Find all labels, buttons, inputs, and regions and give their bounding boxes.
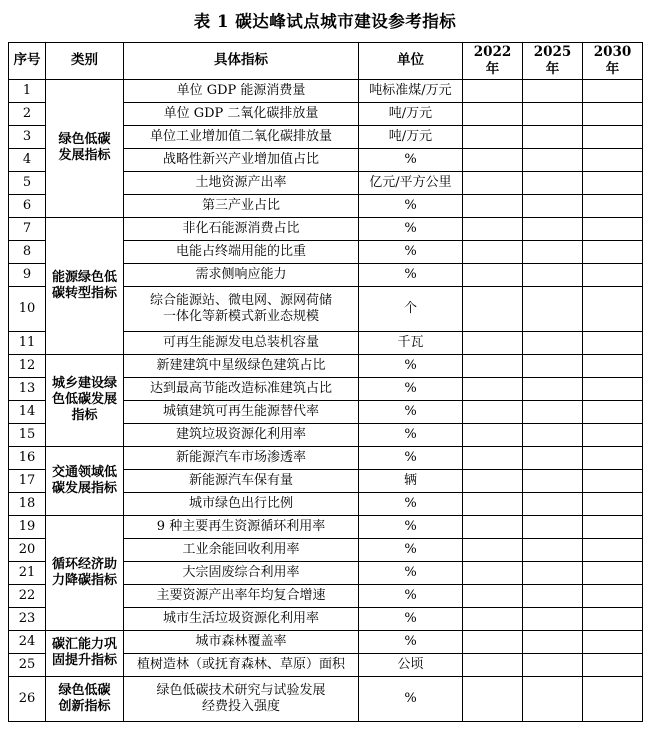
col-header-seq: 序号 [9,43,46,80]
cell-value-2030 [583,286,643,331]
table-row [9,79,643,102]
cell-indicator: 植树造林（或抚育森林、草原）面积 [124,653,359,676]
cell-unit: % [359,354,463,377]
cell-value-2030 [583,584,643,607]
cell-indicator: 绿色低碳技术研究与试验发展 经费投入强度 [124,676,359,721]
cell-unit: % [359,630,463,653]
cell-value-2022 [463,492,523,515]
col-header-indicator: 具体指标 [124,43,359,80]
cell-value-2030 [583,240,643,263]
cell-value-2025 [523,125,583,148]
cell-value-2030 [583,102,643,125]
cell-unit: % [359,194,463,217]
cell-category: 能源绿色低 碳转型指标 [46,217,124,354]
cell-unit: 吨标准煤/万元 [359,79,463,102]
cell-value-2025 [523,584,583,607]
cell-sequence: 21 [9,561,46,584]
cell-indicator: 单位 GDP 二氧化碳排放量 [124,102,359,125]
cell-sequence: 8 [9,240,46,263]
cell-unit: % [359,400,463,423]
cell-sequence: 23 [9,607,46,630]
cell-value-2022 [463,354,523,377]
cell-value-2025 [523,102,583,125]
cell-sequence: 1 [9,79,46,102]
table-row [9,354,643,377]
cell-value-2025 [523,217,583,240]
cell-value-2030 [583,354,643,377]
col-header-2030: 2030 年 [583,43,643,80]
cell-value-2030 [583,377,643,400]
cell-value-2025 [523,240,583,263]
cell-value-2022 [463,607,523,630]
cell-value-2022 [463,263,523,286]
cell-value-2022 [463,630,523,653]
page-title: 表 1 碳达峰试点城市建设参考指标 [193,12,457,31]
cell-value-2022 [463,653,523,676]
cell-indicator: 新建建筑中星级绿色建筑占比 [124,354,359,377]
cell-sequence: 5 [9,171,46,194]
cell-sequence: 14 [9,400,46,423]
cell-value-2025 [523,492,583,515]
cell-indicator: 新能源汽车市场渗透率 [124,446,359,469]
cell-category: 循环经济助 力降碳指标 [46,515,124,630]
cell-unit: % [359,263,463,286]
cell-value-2030 [583,630,643,653]
cell-value-2022 [463,217,523,240]
cell-unit: % [359,584,463,607]
cell-sequence: 3 [9,125,46,148]
cell-unit: % [359,538,463,561]
cell-value-2025 [523,538,583,561]
cell-value-2022 [463,171,523,194]
cell-value-2022 [463,240,523,263]
cell-indicator: 工业余能回收利用率 [124,538,359,561]
cell-value-2025 [523,469,583,492]
cell-value-2025 [523,194,583,217]
table-header [9,43,643,80]
cell-value-2022 [463,446,523,469]
cell-value-2025 [523,171,583,194]
cell-value-2030 [583,194,643,217]
cell-value-2030 [583,79,643,102]
cell-value-2030 [583,148,643,171]
cell-value-2030 [583,492,643,515]
cell-unit: % [359,377,463,400]
cell-value-2025 [523,377,583,400]
cell-unit: 个 [359,286,463,331]
cell-unit: % [359,240,463,263]
table-body [9,79,643,721]
cell-value-2025 [523,653,583,676]
cell-indicator: 达到最高节能改造标准建筑占比 [124,377,359,400]
cell-sequence: 9 [9,263,46,286]
cell-indicator: 综合能源站、微电网、源网荷储 一体化等新模式新业态规模 [124,286,359,331]
cell-indicator: 9 种主要再生资源循环利用率 [124,515,359,538]
cell-value-2030 [583,331,643,354]
cell-unit: % [359,515,463,538]
table-row [9,630,643,653]
cell-indicator: 需求侧响应能力 [124,263,359,286]
cell-value-2030 [583,217,643,240]
cell-unit: % [359,423,463,446]
cell-value-2025 [523,423,583,446]
cell-indicator: 新能源汽车保有量 [124,469,359,492]
cell-value-2022 [463,561,523,584]
cell-sequence: 13 [9,377,46,400]
cell-indicator: 城镇建筑可再生能源替代率 [124,400,359,423]
cell-value-2030 [583,653,643,676]
cell-unit: % [359,561,463,584]
table-row [9,676,643,721]
cell-value-2030 [583,469,643,492]
cell-value-2022 [463,377,523,400]
cell-category: 绿色低碳 发展指标 [46,79,124,217]
cell-unit: % [359,217,463,240]
cell-value-2022 [463,102,523,125]
cell-sequence: 19 [9,515,46,538]
cell-value-2022 [463,194,523,217]
cell-value-2025 [523,607,583,630]
cell-sequence: 7 [9,217,46,240]
cell-value-2022 [463,538,523,561]
cell-sequence: 11 [9,331,46,354]
col-header-2022: 2022 年 [463,43,523,80]
cell-value-2030 [583,561,643,584]
cell-value-2025 [523,263,583,286]
cell-value-2025 [523,286,583,331]
col-header-2025: 2025 年 [523,43,583,80]
cell-value-2022 [463,79,523,102]
cell-sequence: 10 [9,286,46,331]
cell-value-2022 [463,676,523,721]
carbon-peak-indicator-table [8,42,643,722]
cell-indicator: 电能占终端用能的比重 [124,240,359,263]
cell-value-2022 [463,515,523,538]
cell-value-2030 [583,400,643,423]
cell-value-2025 [523,515,583,538]
cell-sequence: 2 [9,102,46,125]
cell-sequence: 25 [9,653,46,676]
cell-value-2022 [463,125,523,148]
cell-value-2025 [523,148,583,171]
cell-unit: 亿元/平方公里 [359,171,463,194]
cell-value-2030 [583,446,643,469]
cell-value-2025 [523,331,583,354]
cell-indicator: 城市生活垃圾资源化利用率 [124,607,359,630]
cell-value-2025 [523,561,583,584]
cell-sequence: 26 [9,676,46,721]
cell-sequence: 4 [9,148,46,171]
cell-indicator: 城市绿色出行比例 [124,492,359,515]
cell-sequence: 24 [9,630,46,653]
cell-indicator: 土地资源产出率 [124,171,359,194]
cell-value-2022 [463,286,523,331]
cell-sequence: 22 [9,584,46,607]
cell-unit: % [359,676,463,721]
cell-indicator: 单位工业增加值二氧化碳排放量 [124,125,359,148]
cell-unit: % [359,148,463,171]
table-row [9,217,643,240]
cell-indicator: 第三产业占比 [124,194,359,217]
cell-category: 交通领域低 碳发展指标 [46,446,124,515]
cell-indicator: 可再生能源发电总装机容量 [124,331,359,354]
cell-value-2030 [583,171,643,194]
cell-value-2022 [463,148,523,171]
cell-sequence: 16 [9,446,46,469]
col-header-unit: 单位 [359,43,463,80]
cell-indicator: 单位 GDP 能源消费量 [124,79,359,102]
cell-sequence: 18 [9,492,46,515]
cell-category: 绿色低碳 创新指标 [46,676,124,721]
cell-sequence: 20 [9,538,46,561]
cell-unit: 公顷 [359,653,463,676]
cell-indicator: 城市森林覆盖率 [124,630,359,653]
cell-sequence: 12 [9,354,46,377]
cell-unit: 吨/万元 [359,125,463,148]
cell-unit: % [359,607,463,630]
cell-indicator: 战略性新兴产业增加值占比 [124,148,359,171]
cell-value-2022 [463,400,523,423]
cell-value-2025 [523,676,583,721]
cell-value-2022 [463,584,523,607]
cell-value-2025 [523,446,583,469]
cell-value-2030 [583,676,643,721]
cell-unit: 辆 [359,469,463,492]
table-row [9,446,643,469]
cell-sequence: 15 [9,423,46,446]
cell-value-2030 [583,515,643,538]
cell-value-2030 [583,607,643,630]
cell-value-2022 [463,331,523,354]
cell-value-2025 [523,630,583,653]
cell-indicator: 主要资源产出率年均复合增速 [124,584,359,607]
cell-indicator: 非化石能源消费占比 [124,217,359,240]
cell-value-2025 [523,354,583,377]
cell-unit: 吨/万元 [359,102,463,125]
table-row [9,515,643,538]
cell-sequence: 17 [9,469,46,492]
cell-value-2022 [463,423,523,446]
cell-sequence: 6 [9,194,46,217]
cell-value-2022 [463,469,523,492]
cell-value-2025 [523,79,583,102]
cell-indicator: 建筑垃圾资源化利用率 [124,423,359,446]
col-header-category: 类别 [46,43,124,80]
cell-value-2030 [583,538,643,561]
cell-category: 城乡建设绿 色低碳发展 指标 [46,354,124,446]
cell-unit: % [359,446,463,469]
cell-value-2030 [583,263,643,286]
cell-category: 碳汇能力巩 固提升指标 [46,630,124,676]
cell-value-2030 [583,423,643,446]
cell-unit: % [359,492,463,515]
cell-value-2025 [523,400,583,423]
cell-unit: 千瓦 [359,331,463,354]
cell-indicator: 大宗固废综合利用率 [124,561,359,584]
table-header-row [9,43,643,80]
cell-value-2030 [583,125,643,148]
